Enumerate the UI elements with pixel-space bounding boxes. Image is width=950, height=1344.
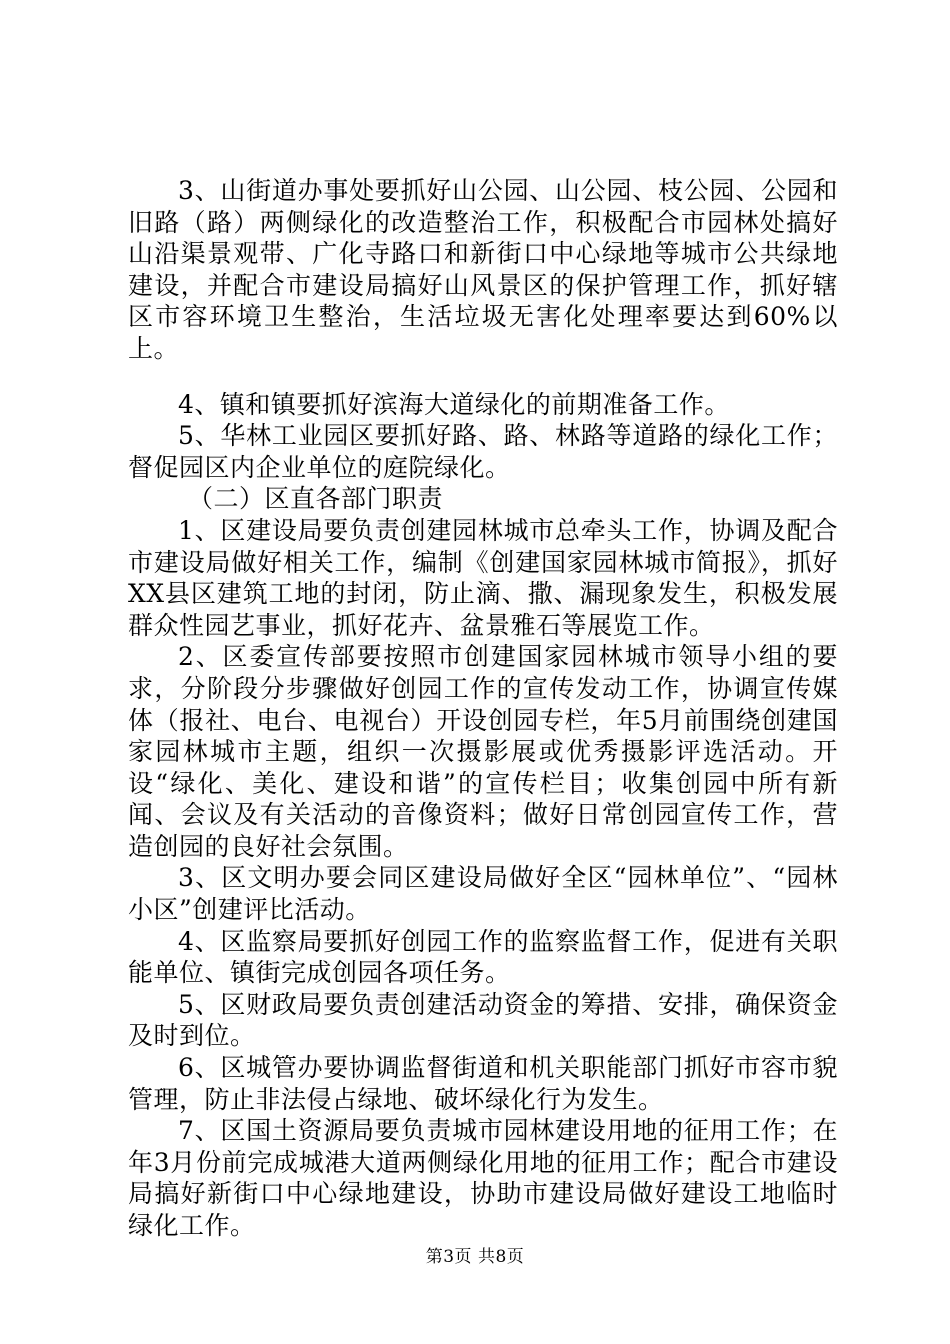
paragraph-item-4-towns: 4、镇和镇要抓好滨海大道绿化的前期准备工作。	[178, 389, 730, 419]
paragraph-dept-1-construction-bureau: 1、区建设局要负责创建园林城市总牵头工作，协调及配合市建设局做好相关工作，编制《创建国家园林城市简报》，抓好XX县区建筑工地的封闭，防止滴、撒、漏现象发生，积极发展群众性园艺事业，抓好花卉、盆景雅石等展览工作。	[128, 515, 838, 640]
paragraph-dept-6-urban-management: 6、区城管办要协调监督街道和机关职能部门抓好市容市貌管理，防止非法侵占绿地、破坏绿化行为发生。	[128, 1053, 838, 1114]
paragraph-dept-2-publicity-department: 2、区委宣传部要按照市创建国家园林城市领导小组的要求，分阶段分步骤做好创园工作的宣传发动工作，协调宣传媒体（报社、电台、电视台）开设创园专栏，年5月前围绕创建国家园林城市主题，组织一次摄影展或优秀摄影评选活动。开设“绿化、美化、建设和谐”的宣传栏目；收集创园中所有新闻、会议及有关活动的音像资料；做好日常创园宣传工作，营造创园的良好社会氛围。	[128, 642, 838, 861]
section-heading-district-departments: （二）区直各部门职责	[188, 484, 444, 514]
document-body	[128, 175, 838, 1242]
paragraph-dept-7-land-resources: 7、区国土资源局要负责城市园林建设用地的征用工作；在年3月份前完成城港大道两侧绿化用地的征用工作；配合市建设局搞好新街口中心绿地建设，协助市建设局做好建设工地临时绿化工作。	[128, 1116, 838, 1240]
paragraph-item-5-industrial-park: 5、华林工业园区要抓好路、路、林路等道路的绿化工作；督促园区内企业单位的庭院绿化。	[128, 421, 838, 482]
paragraph-dept-5-finance-bureau: 5、区财政局要负责创建活动资金的筹措、安排，确保资金及时到位。	[128, 989, 838, 1051]
paragraph-item-3-street-office: 3、山街道办事处要抓好山公园、山公园、枝公园、公园和旧路（路）两侧绿化的改造整治工作，积极配合市园林处搞好山沿渠景观带、广化寺路口和新街口中心绿地等城市公共绿地建设，并配合市建设局搞好山风景区的保护管理工作，抓好辖区市容环境卫生整治，生活垃圾无害化处理率要达到60%以上。	[128, 176, 838, 363]
page-number-footer: 第3页 共8页	[425, 1247, 525, 1267]
paragraph-dept-4-supervision-bureau: 4、区监察局要抓好创园工作的监察监督工作，促进有关职能单位、镇街完成创园各项任务。	[128, 926, 838, 988]
paragraph-dept-3-civilization-office: 3、区文明办要会同区建设局做好全区“园林单位”、“园林小区”创建评比活动。	[128, 863, 838, 925]
